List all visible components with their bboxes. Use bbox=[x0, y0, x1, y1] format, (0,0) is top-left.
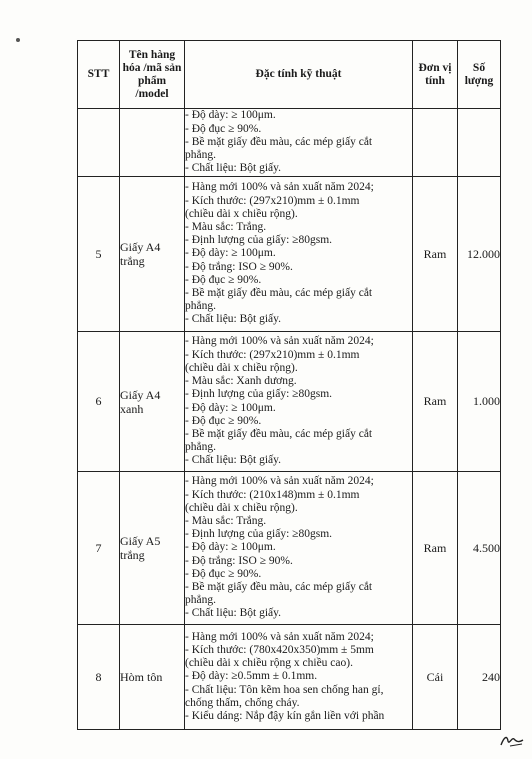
row-product-name: Giấy A4 trắng bbox=[120, 177, 185, 332]
row-technical-spec bbox=[185, 109, 413, 177]
spec-line: (chiều dài x chiều rộng). bbox=[185, 207, 298, 220]
row-technical-spec bbox=[185, 332, 413, 472]
table-row bbox=[78, 109, 501, 177]
spec-line: - Độ đục ≥ 90%. bbox=[185, 414, 262, 427]
spec-line: - Kích thước: (210x148)mm ± 0.1mm bbox=[185, 488, 360, 501]
table-body bbox=[78, 109, 501, 730]
row-technical-spec bbox=[185, 177, 413, 332]
row-technical-spec bbox=[185, 472, 413, 625]
spec-line: phẳng. bbox=[185, 594, 216, 607]
spec-line: (chiều dài x chiều rộng). bbox=[185, 501, 298, 514]
spec-line: - Kích thước: (780x420x350)mm ± 5mm bbox=[185, 643, 374, 656]
spec-line: - Độ đục ≥ 90%. bbox=[185, 273, 262, 286]
table-row bbox=[78, 332, 501, 472]
spec-line: - Màu sắc: Trắng. bbox=[185, 220, 267, 233]
spec-line: - Độ dày: ≥0.5mm ± 0.1mm. bbox=[185, 670, 318, 683]
row-unit: Ram bbox=[413, 177, 458, 332]
spec-line: phẳng. bbox=[185, 300, 216, 313]
spec-line: - Bề mặt giấy đều màu, các mép giấy cắt bbox=[185, 135, 373, 148]
spec-line: - Hàng mới 100% và sản xuất năm 2024; bbox=[185, 181, 374, 194]
spec-line: - Độ dày: ≥ 100μm. bbox=[185, 401, 276, 414]
spec-line: - Định lượng của giấy: ≥80gsm. bbox=[185, 528, 333, 541]
spec-line: - Kiểu dáng: Nắp đậy kín gắn liền với phần bbox=[185, 710, 385, 722]
row-product-name bbox=[120, 109, 185, 177]
row-stt: 6 bbox=[78, 332, 120, 472]
row-product-name: Giấy A4 xanh bbox=[120, 332, 185, 472]
header-product-name: Tên hàng hóa /mã sản phẩm /model bbox=[120, 41, 185, 109]
row-technical-spec bbox=[185, 625, 413, 730]
header-quantity: Số lượng bbox=[458, 41, 501, 109]
row-unit: Ram bbox=[413, 332, 458, 472]
page-mark bbox=[16, 38, 20, 42]
spec-line: - Độ đục ≥ 90%. bbox=[185, 567, 262, 580]
spec-line: - Chất liệu: Bột giấy. bbox=[185, 454, 282, 467]
spec-line: - Chất liệu: Bột giấy. bbox=[185, 313, 282, 326]
spec-line: - Màu sắc: Xanh dương. bbox=[185, 375, 297, 388]
spec-line: (chiều dài x chiều rộng x chiều cao). bbox=[185, 657, 353, 670]
row-unit: Ram bbox=[413, 472, 458, 625]
spec-line: - Độ trắng: ISO ≥ 90%. bbox=[185, 554, 293, 567]
spec-line: - Độ trắng: ISO ≥ 90%. bbox=[185, 260, 293, 273]
spec-line: - Hàng mới 100% và sản xuất năm 2024; bbox=[185, 335, 374, 348]
spec-line: phẳng. bbox=[185, 149, 216, 162]
table-row bbox=[78, 472, 501, 625]
row-stt bbox=[78, 109, 120, 177]
table-row bbox=[78, 177, 501, 332]
spec-line: - Bề mặt giấy đều màu, các mép giấy cắt bbox=[185, 427, 373, 440]
row-product-name: Hòm tôn bbox=[120, 625, 185, 730]
spec-line: - Chất liệu: Bột giấy. bbox=[185, 162, 282, 175]
spec-line: - Bề mặt giấy đều màu, các mép giấy cắt bbox=[185, 287, 373, 299]
header-row bbox=[78, 41, 501, 109]
product-spec-table bbox=[77, 40, 501, 730]
spec-line: - Độ đục ≥ 90%. bbox=[185, 122, 262, 135]
header-stt: STT bbox=[78, 41, 120, 109]
spec-line: (chiều dài x chiều rộng). bbox=[185, 361, 298, 374]
spec-line: - Chất liệu: Bột giấy. bbox=[185, 607, 282, 620]
row-stt: 8 bbox=[78, 625, 120, 730]
spec-line: - Độ dày: ≥ 100μm. bbox=[185, 109, 276, 122]
header-unit: Đơn vị tính bbox=[413, 41, 458, 109]
table-row bbox=[78, 625, 501, 730]
row-quantity: 240 bbox=[458, 625, 501, 730]
spec-line: - Kích thước: (297x210)mm ± 0.1mm bbox=[185, 194, 360, 207]
row-stt: 7 bbox=[78, 472, 120, 625]
row-stt: 5 bbox=[78, 177, 120, 332]
spec-line: - Màu sắc: Trắng. bbox=[185, 514, 267, 527]
spec-line: - Độ dày: ≥ 100μm. bbox=[185, 247, 276, 260]
row-unit: Cái bbox=[413, 625, 458, 730]
spec-line: - Hàng mới 100% và sản xuất năm 2024; bbox=[185, 630, 374, 643]
row-unit bbox=[413, 109, 458, 177]
row-quantity: 1.000 bbox=[458, 332, 501, 472]
spec-line: phẳng. bbox=[185, 441, 216, 454]
signature-mark bbox=[498, 733, 526, 749]
spec-line: - Chất liệu: Tôn kẽm hoa sen chống han gỉ, bbox=[185, 683, 384, 696]
spec-line: - Kích thước: (297x210)mm ± 0.1mm bbox=[185, 348, 360, 361]
spec-line: - Định lượng của giấy: ≥80gsm. bbox=[185, 388, 333, 401]
row-quantity: 12.000 bbox=[458, 177, 501, 332]
spec-line: chống thấm, chống cháy. bbox=[185, 696, 300, 709]
spec-line: - Độ dày: ≥ 100μm. bbox=[185, 541, 276, 554]
spec-line: - Định lượng của giấy: ≥80gsm. bbox=[185, 234, 333, 247]
row-quantity: 4.500 bbox=[458, 472, 501, 625]
row-quantity bbox=[458, 109, 501, 177]
header-technical-spec: Đặc tính kỹ thuật bbox=[185, 41, 413, 109]
spec-line: - Hàng mới 100% và sản xuất năm 2024; bbox=[185, 475, 374, 488]
row-product-name: Giấy A5 trắng bbox=[120, 472, 185, 625]
spec-line: - Bề mặt giấy đều màu, các mép giấy cắt bbox=[185, 581, 373, 593]
